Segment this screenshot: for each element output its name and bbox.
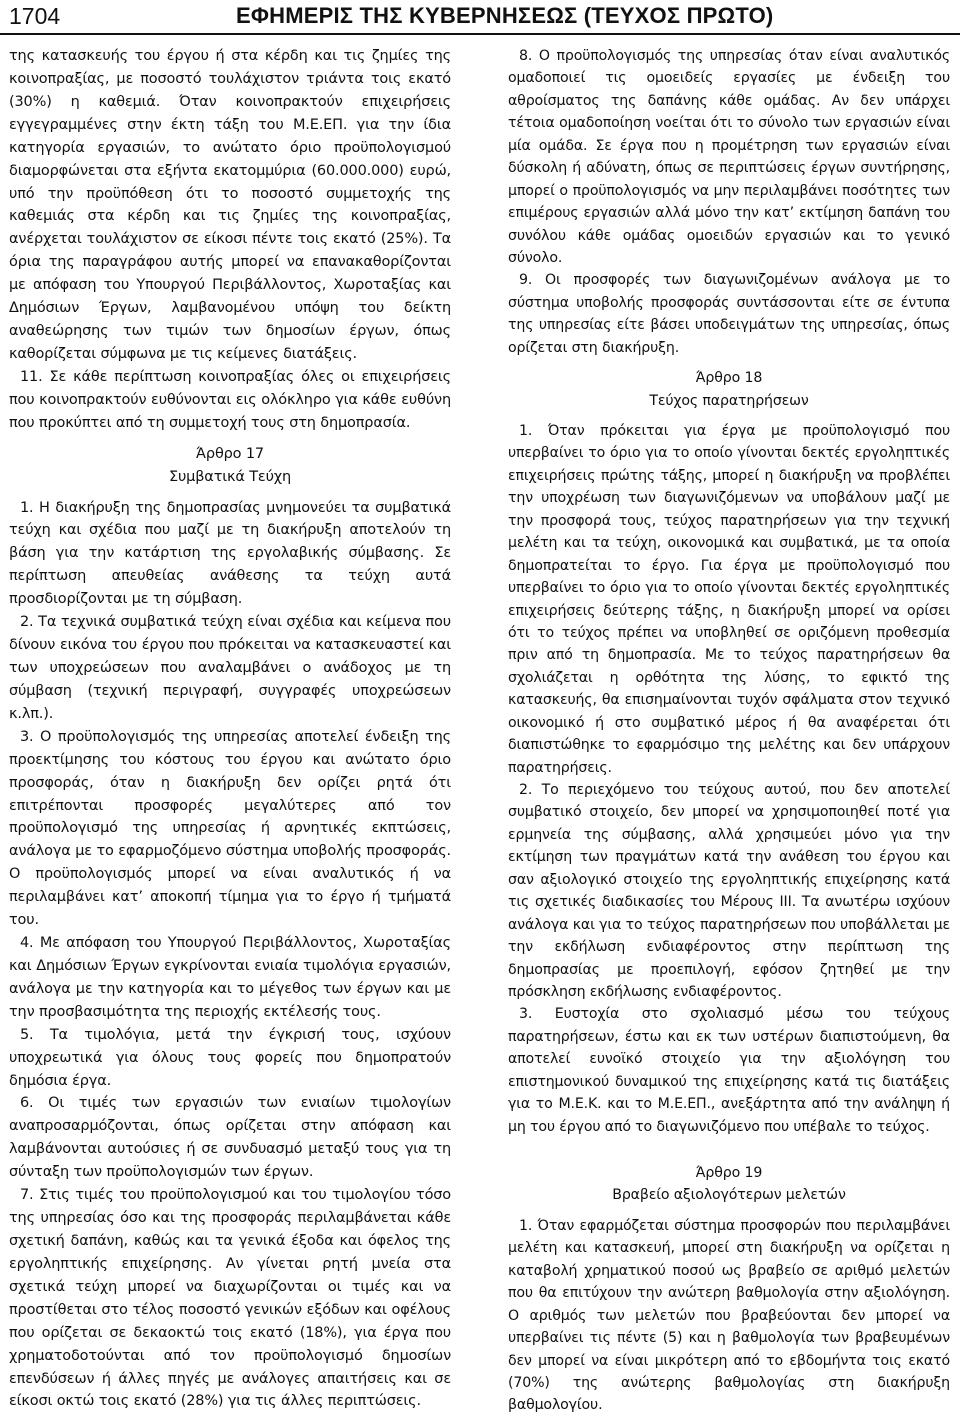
- left-column: [9, 45, 451, 1413]
- article-17-paragraph-2: 2. Τα τεχνικά συμβατικά τεύχη είναι σχέδια και κείμενα που δίνουν εικόνα του έργου που πρόκειται να κατασκευαστεί και των υποχρεώσεων που αναλαμβάνει ο ανάδοχος με τη σύμβαση (τεχνική περιγραφή, συγγραφές υποχρεώσεων κ.λπ.).: [9, 614, 451, 722]
- article-17-paragraph-4: 4. Με απόφαση του Υπουργού Περιβάλλοντος, Χωροταξίας και Δημόσιων Έργων εγκρίνονται ενιαία τιμολόγια εργασιών, ανάλογα με την κατηγορία και το μέγεθος των έργων και με την προσβασιμότητα της περιοχής εκτέλεσής τους.: [9, 935, 451, 1020]
- page-header: [0, 0, 960, 40]
- article-17-paragraph-3: 3. Ο προϋπολογισμός της υπηρεσίας αποτελεί ένδειξη της προεκτίμησης του κόστους του έργου και ανώτατο όριο προσφοράς, όταν η διακήρυξη δεν ορίζει ρητά ότι επιτρέπονται προσφορές μεγαλύτερες από τον προϋπολογισμό της υπηρεσίας ή αρνητικές εκπτώσεις, ανάλογα με το εφαρμοζόμενο σύστημα υποβολής προσφοράς. Ο προϋπολογισμός μπορεί να είναι αναλυτικός ή να περιλαμβάνει κατ’ αποκοπή τίμημα για το έργο ή τμήματά του.: [9, 728, 451, 929]
- article-18-paragraph-3: 3. Ευστοχία στο σχολιασμό μέσω του τεύχους παρατηρήσεων, έστω και εκ των υστέρων διαπιστούμενη, θα αποτελεί ευνοϊκό στοιχείο για την αξιολόγηση του επιστημονικού δυναμικού της επιχείρησης κατά τις διατάξεις για το Μ.Ε.Κ. και το Μ.Ε.ΕΠ., ανεξάρτητα από την ανάληψη ή μη του έργου από το διαγωνιζόμενο που υπέβαλε το τεύχος.: [508, 1006, 950, 1135]
- article-17-title: Άρθρο 17: [196, 445, 264, 462]
- article-18-paragraph-1: 1. Όταν πρόκειται για έργα με προϋπολογισμό που υπερβαίνει το όριο για το οποίο γίνονται δεκτές εργοληπτικές επιχειρήσεις πρώτης τάξης, μπορεί η διακήρυξη να προβλέπει την υποχρέωση των διαγωνιζόμενων να υποβάλουν μαζί με την προσφορά τους, τεύχος παρατηρήσεων για την τεχνική μελέτη και τα τεύχη, οικονομικά και συμβατικά, με τα οποία δημοπρατείται το έργο. Για έργα με προϋπολογισμό που υπερβαίνει το όριο για το οποίο γίνονται δεκτές εργοληπτικές επιχειρήσεις δεύτερης τάξης, η διακήρυξη μπορεί να ορίσει ότι το τεύχος πρέπει να υποβληθεί σε οριζόμενη προθεσμία πριν από τη δημοπρασία. Με το τεύχος παρατηρήσεων θα σχολιάζεται η ορθότητα της λύσης, το εφικτό της κατασκευής, θα επισημαίνονται τυχόν σφάλματα στον τεχνικό οικονομικό ή στο συμβατικό μέρος ή θα αναφέρεται ότι διαπιστώθηκε το εφαρμόσιμο της μελέτης και δεν υπάρχουν παρατηρήσεις.: [508, 423, 950, 776]
- article-18-title: Άρθρο 18: [695, 370, 763, 387]
- page-number: 1704: [9, 3, 61, 29]
- article-19-subtitle: Βραβείο αξιολογότερων μελετών: [612, 1187, 846, 1204]
- paragraph-continuation: της κατασκευής του έργου ή στα κέρδη και τις ζημίες της κοινοπραξίας, με ποσοστό τουλάχιστον τριάντα τοις εκατό (30%) η καθεμιά. Όταν κοινοπρακτούν επιχειρήσεις εγγεγραμμένες στην έκτη τάξη του Μ.Ε.ΕΠ. για την ίδια κατηγορία εργασιών, το ανώτατο όριο προϋπολογισμού διαμορφώνεται στα εξήντα εκατομμύρια (60.000.000) ευρώ, υπό την προϋπόθεση ότι το ποσοστό συμμετοχής της καθεμιάς στα κέρδη και τις ζημίες της κοινοπραξίας, ανέρχεται τουλάχιστον σε είκοσι πέντε τοις εκατό (25%). Τα όρια της παραγράφου αυτής μπορεί να επανακαθορίζονται με απόφαση του Υπουργού Περιβάλλοντος, Χωροταξίας και Δημόσιων Έργων, λαμβανομένου υπόψη του δείκτη αναθεώρησης των τιμών των δημοσίων έργων, όπως καθορίζεται σύμφωνα με τις κείμενες διατάξεις.: [9, 48, 451, 362]
- article-18-paragraph-2: 2. Το περιεχόμενο του τεύχους αυτού, που δεν αποτελεί συμβατικό στοιχείο, δεν μπορεί να χρησιμοποιηθεί ποτέ για ερμηνεία της σύμβασης, αλλά χρησιμεύει μόνο για την εκτίμηση των πραγμάτων κατά την ανάθεση του έργου και σαν αξιολογικό στοιχείο της εργοληπτικής επιχείρησης κατά τις σχετικές διαδικασίες του Μέρους ΙΙΙ. Τα ανωτέρω ισχύουν ανάλογα και για το τεύχος παρατηρήσεων που υποβάλλεται με την εκδήλωση ενδιαφέροντος στην περίπτωση της δημοπρασίας με προεπιλογή, εφόσον ζητηθεί με την πρόσκληση εκδήλωσης ενδιαφέροντος.: [508, 782, 950, 1000]
- article-18-subtitle: Τεύχος παρατηρήσεων: [649, 392, 809, 409]
- article-19-title: Άρθρο 19: [695, 1165, 763, 1181]
- article-17-paragraph-6: 6. Οι τιμές των εργασιών των ενιαίων τιμολογίων αναπροσαρμόζονται, όπως ορίζεται στην απόφαση και λαμβάνονται αυτούσιες ή σε συνδυασμό μεταξύ τους για τη σύνταξη των προϋπολογισμών των έργων.: [9, 1095, 451, 1181]
- gazette-title: ΕΦΗΜΕΡΙΣ ΤΗΣ ΚΥΒΕΡΝΗΣΕΩΣ (ΤΕΥΧΟΣ ΠΡΩΤΟ): [236, 3, 774, 28]
- article-17-paragraph-8: 8. Ο προϋπολογισμός της υπηρεσίας όταν είναι αναλυτικός ομαδοποιεί τις ομοειδείς εργασίες με ένδειξη του αθροίσματος της δαπάνης κάθε ομάδας. Αν δεν υπάρχει τέτοια ομαδοποίηση νοείται ότι το σύνολο των εργασιών είναι μία ομάδα. Σε έργα που η προμέτρηση των εργασιών είναι δύσκολη ή αδύνατη, όπως σε περιπτώσεις έργων συντήρησης, μπορεί ο προϋπολογισμός να μην περιλαμβάνει ποσότητες των επιμέρους εργασιών αλλά μόνο την κατ’ εκτίμηση δαπάνη του συνόλου κάθε ομάδας ομοειδών εργασιών και το γενικό σύνολο.: [508, 48, 950, 266]
- article-17-paragraph-9: 9. Οι προσφορές των διαγωνιζομένων ανάλογα με το σύστημα υποβολής προσφοράς συντάσσονται είτε σε έντυπα της υπηρεσίας είτε βάσει υποδειγμάτων της υπηρεσίας, όπως ορίζεται στη διακήρυξη.: [508, 272, 950, 356]
- article-17-subtitle: Συμβατικά Τεύχη: [168, 468, 292, 485]
- paragraph-11: 11. Σε κάθε περίπτωση κοινοπραξίας όλες οι επιχειρήσεις που κοινοπρακτούν ευθύνονται εις ολόκληρο για κάθε ευθύνη που προκύπτει από τη συμμετοχή τους στη δημοπρασία.: [9, 368, 451, 431]
- article-17-paragraph-7: 7. Στις τιμές του προϋπολογισμού και του τιμολογίου τόσο της υπηρεσίας όσο και της προσφοράς περιλαμβάνεται κάθε σχετική δαπάνη, καθώς και τα γενικά έξοδα και όφελος της εργοληπτικής επιχείρησης. Αν γίνεται ρητή μνεία στα σχετικά τεύχη μπορεί να διαχωρίζονται οι τιμές και να προστίθεται στο τέλος ποσοστό γενικών εξόδων και οφέλους που ορίζεται σε δεκαοκτώ τοις εκατό (18%), για έργα που χρηματοδοτούνται από τον προϋπολογισμό δημοσίων επενδύσεων ή άλλες πηγές με ανάλογες απαιτήσεις και σε είκοσι οκτώ τοις εκατό (28%) για τις άλλες περιπτώσεις.: [9, 1187, 451, 1410]
- article-17-paragraph-1: 1. Η διακήρυξη της δημοπρασίας μνημονεύει τα συμβατικά τεύχη και σχέδια που μαζί με τη διακήρυξη αποτελούν τη βάση για την κατάρτιση της εργολαβικής σύμβασης. Σε περίπτωση απευθείας ανάθεσης τα τεύχη αυτά προσδιορίζονται με τη σύμβαση.: [9, 499, 451, 608]
- right-column: [508, 45, 950, 1417]
- header-rule: [0, 33, 960, 35]
- article-19-paragraph-1: 1. Όταν εφαρμόζεται σύστημα προσφορών που περιλαμβάνει μελέτη και κατασκευή, μπορεί στη διακήρυξη να ορίζεται η καταβολή χρηματικού ποσού ως βραβείο σε αριθμό μελετών που θα επιτύχουν την ανώτερη βαθμολογία στην αξιολόγηση. Ο αριθμός των μελετών που βραβεύονται δεν μπορεί να υπερβαίνει τις πέντε (5) και η βαθμολογία των βραβευμένων δεν μπορεί να είναι μικρότερη από το εβδομήντα τοις εκατό (70%) της ανώτερης βαθμολογίας στη διακήρυξη βαθμολογίου.: [508, 1217, 950, 1414]
- article-17-paragraph-5: 5. Τα τιμολόγια, μετά την έγκρισή τους, ισχύουν υποχρεωτικά για όλους τους φορείς που δημοπρατούν δημόσια έργα.: [9, 1026, 451, 1089]
